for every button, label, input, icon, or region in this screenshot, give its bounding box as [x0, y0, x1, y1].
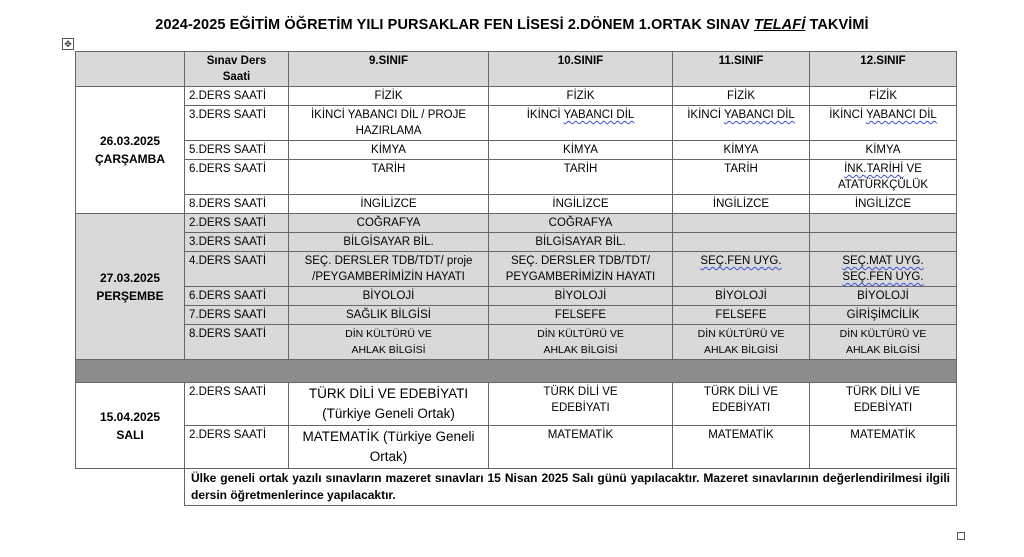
exam-cell: KİMYA — [810, 141, 957, 160]
exam-schedule-table — [75, 51, 957, 506]
exam-cell: GİRİŞİMCİLİK — [810, 306, 957, 325]
table-resize-handle-icon[interactable] — [957, 532, 965, 540]
exam-cell: İKİNCİ YABANCI DİL — [673, 106, 810, 141]
exam-cell: KİMYA — [289, 141, 489, 160]
exam-cell: SEÇ. DERSLER TDB/TDT/ proje /PEYGAMBERİMİZİN HAYATI — [289, 252, 489, 287]
exam-cell: DİN KÜLTÜRÜ VE AHLAK BİLGİSİ — [489, 325, 673, 360]
ders-saati-cell: 2.DERS SAATİ — [185, 87, 289, 106]
separator-cell — [76, 360, 957, 383]
exam-cell: BİYOLOJİ — [810, 287, 957, 306]
exam-cell: İNGİLİZCE — [289, 195, 489, 214]
exam-cell: BİLGİSAYAR BİL. — [289, 233, 489, 252]
table-row — [76, 325, 957, 360]
exam-cell: İKİNCİ YABANCI DİL / PROJE HAZIRLAMA — [289, 106, 489, 141]
exam-cell: COĞRAFYA — [489, 214, 673, 233]
exam-cell: FELSEFE — [673, 306, 810, 325]
ders-saati-cell: 2.DERS SAATİ — [185, 214, 289, 233]
ders-saati-cell: 6.DERS SAATİ — [185, 160, 289, 195]
table-row — [76, 87, 957, 106]
exam-cell: FİZİK — [673, 87, 810, 106]
separator-row — [76, 360, 957, 383]
title-telafi: TELAFİ — [753, 17, 806, 33]
exam-cell: SAĞLIK BİLGİSİ — [289, 306, 489, 325]
table-row — [76, 141, 957, 160]
exam-cell: MATEMATİK — [489, 426, 673, 469]
exam-cell: SEÇ.FEN UYG. — [673, 252, 810, 287]
exam-cell: İNGİLİZCE — [810, 195, 957, 214]
table-move-handle-icon[interactable]: ✥ — [62, 38, 74, 50]
exam-cell: BİYOLOJİ — [289, 287, 489, 306]
table-row — [76, 287, 957, 306]
exam-cell: SEÇ. DERSLER TDB/TDT/ PEYGAMBERİMİZİN HAYATI — [489, 252, 673, 287]
ders-saati-cell: 8.DERS SAATİ — [185, 325, 289, 360]
table-row — [76, 426, 957, 469]
exam-cell: TÜRK DİLİ VE EDEBİYATI — [810, 383, 957, 426]
ders-saati-cell: 6.DERS SAATİ — [185, 287, 289, 306]
ders-saati-cell: 2.DERS SAATİ — [185, 426, 289, 469]
exam-cell: BİYOLOJİ — [673, 287, 810, 306]
table-row — [76, 233, 957, 252]
exam-cell: İKİNCİ YABANCI DİL — [810, 106, 957, 141]
exam-cell: İNK.TARİHİ VE ATATÜRKÇÜLÜK — [810, 160, 957, 195]
title-text: 2024-2025 EĞİTİM ÖĞRETİM YILI PURSAKLAR FEN LİSESİ 2.DÖNEM 1.ORTAK SINAV — [155, 17, 754, 33]
document-title — [0, 17, 1024, 33]
exam-cell: MATEMATİK — [810, 426, 957, 469]
exam-cell: TARİH — [289, 160, 489, 195]
exam-cell: TÜRK DİLİ VE EDEBİYATI (Türkiye Geneli Ortak) — [289, 383, 489, 426]
exam-cell: FİZİK — [289, 87, 489, 106]
exam-cell: TÜRK DİLİ VE EDEBİYATI — [673, 383, 810, 426]
exam-cell: İKİNCİ YABANCI DİL — [489, 106, 673, 141]
exam-cell: BİYOLOJİ — [489, 287, 673, 306]
header-11-sinif: 11.SINIF — [673, 52, 810, 87]
header-corner-cell — [76, 52, 185, 87]
exam-cell — [810, 233, 957, 252]
table-row — [76, 160, 957, 195]
exam-cell — [810, 214, 957, 233]
table-row — [76, 383, 957, 426]
exam-cell: MATEMATİK (Türkiye Geneli Ortak) — [289, 426, 489, 469]
ders-saati-cell: 3.DERS SAATİ — [185, 233, 289, 252]
header-12-sinif: 12.SINIF — [810, 52, 957, 87]
note-text: Ülke geneli ortak yazılı sınavların mazeret sınavları 15 Nisan 2025 Salı günü yapılacaktır. Mazeret sınavlarının değerlendirilmesi ilgili dersin öğretmenlerince yapılacaktır. — [185, 469, 957, 506]
ders-saati-cell: 3.DERS SAATİ — [185, 106, 289, 141]
exam-cell: MATEMATİK — [673, 426, 810, 469]
table-row — [76, 214, 957, 233]
note-empty-cell — [76, 469, 185, 506]
ders-saati-cell: 8.DERS SAATİ — [185, 195, 289, 214]
ders-saati-cell: 5.DERS SAATİ — [185, 141, 289, 160]
exam-cell: SEÇ.MAT UYG. SEÇ.FEN UYG. — [810, 252, 957, 287]
exam-cell: TARİH — [489, 160, 673, 195]
exam-cell: FİZİK — [810, 87, 957, 106]
exam-cell: DİN KÜLTÜRÜ VE AHLAK BİLGİSİ — [810, 325, 957, 360]
exam-cell: BİLGİSAYAR BİL. — [489, 233, 673, 252]
exam-cell: KİMYA — [673, 141, 810, 160]
exam-cell: TARİH — [673, 160, 810, 195]
header-10-sinif: 10.SINIF — [489, 52, 673, 87]
day-cell-2: 27.03.2025 PERŞEMBE — [76, 214, 185, 360]
ders-saati-cell: 2.DERS SAATİ — [185, 383, 289, 426]
exam-cell: İNGİLİZCE — [489, 195, 673, 214]
exam-cell: TÜRK DİLİ VE EDEBİYATI — [489, 383, 673, 426]
header-sinav-ders-saati: Sınav Ders Saati — [185, 52, 289, 87]
exam-cell: FELSEFE — [489, 306, 673, 325]
exam-cell — [673, 233, 810, 252]
day-cell-3: 15.04.2025 SALI — [76, 383, 185, 469]
exam-cell: DİN KÜLTÜRÜ VE AHLAK BİLGİSİ — [289, 325, 489, 360]
note-row — [76, 469, 957, 506]
day-cell-1: 26.03.2025 ÇARŞAMBA — [76, 87, 185, 214]
exam-cell: FİZİK — [489, 87, 673, 106]
table-row — [76, 106, 957, 141]
ders-saati-cell: 4.DERS SAATİ — [185, 252, 289, 287]
ders-saati-cell: 7.DERS SAATİ — [185, 306, 289, 325]
table-row — [76, 306, 957, 325]
title-text-end: TAKVİMİ — [805, 17, 869, 33]
exam-cell — [673, 214, 810, 233]
exam-cell: İNGİLİZCE — [673, 195, 810, 214]
table-row — [76, 252, 957, 287]
exam-cell: KİMYA — [489, 141, 673, 160]
exam-cell: DİN KÜLTÜRÜ VE AHLAK BİLGİSİ — [673, 325, 810, 360]
header-row — [76, 52, 957, 87]
exam-cell: COĞRAFYA — [289, 214, 489, 233]
table-row — [76, 195, 957, 214]
header-9-sinif: 9.SINIF — [289, 52, 489, 87]
